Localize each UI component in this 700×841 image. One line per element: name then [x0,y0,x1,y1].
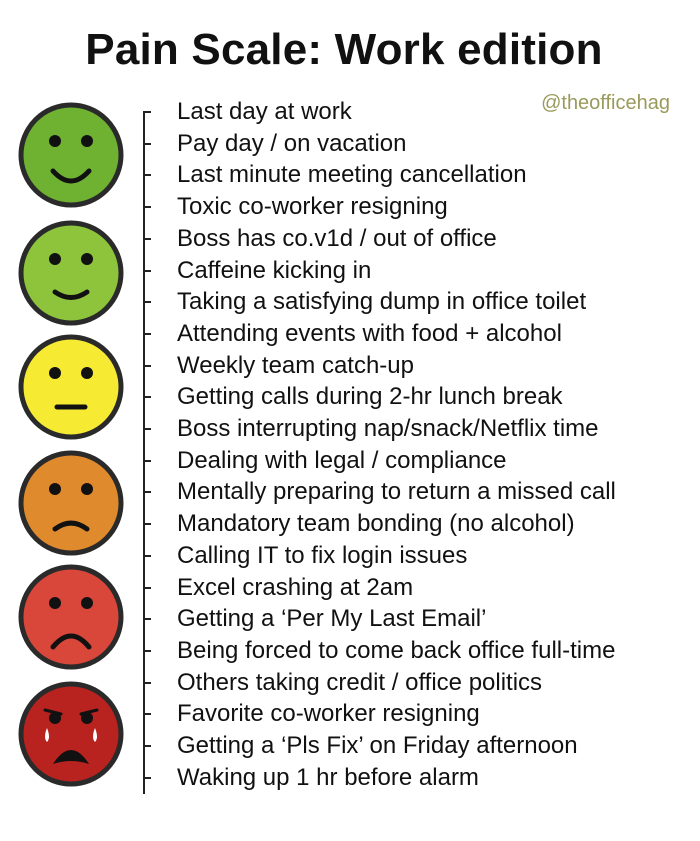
scale-tick [143,333,151,335]
pain-item-label: Dealing with legal / compliance [177,446,507,474]
pain-item-label: Excel crashing at 2am [177,573,414,601]
pain-item [143,763,479,793]
pain-item-label: Favorite co-worker resigning [177,700,480,728]
pain-item-label: Last day at work [177,98,352,125]
scale-tick [143,587,151,589]
pain-item-label: Attending events with food + alcohol [177,319,562,347]
pain-item-label: Weekly team catch-up [177,351,414,379]
pain-item [143,509,575,539]
scale-tick [143,111,151,113]
scale-tick [143,143,151,145]
pain-item-label: Calling IT to fix login issues [177,541,468,569]
pain-item-label: Pay day / on vacation [177,129,407,157]
pain-item [143,699,480,729]
scale-tick [143,491,151,493]
pain-item [143,192,448,222]
pain-item-label: Getting a ‘Pls Fix’ on Friday afternoon [177,732,578,759]
pain-item-label: Caffeine kicking in [177,256,372,284]
pain-item-label: Getting calls during 2-hr lunch break [177,383,563,411]
scale-tick [143,523,151,525]
pain-item-label: Boss interrupting nap/snack/Netflix time [177,415,599,442]
scale-tick [143,428,151,430]
scale-tick [143,460,151,462]
scale-tick [143,270,151,272]
scale-tick [143,682,151,684]
pain-item [143,731,578,761]
page-title: Pain Scale: Work edition [85,25,603,74]
scale-tick [143,301,151,303]
pain-item [143,160,527,190]
scale-tick [143,777,151,779]
pain-item-label: Mentally preparing to return a missed call [177,478,616,506]
pain-item [143,351,414,381]
scale-tick [143,650,151,652]
pain-item-label: Taking a satisfying dump in office toilet [177,288,587,316]
pain-item [143,541,467,571]
pain-item [143,97,352,127]
scale-tick [143,365,151,367]
pain-item [143,604,486,634]
scale-tick [143,238,151,240]
pain-item [143,382,563,412]
scale-tick [143,618,151,620]
scale-tick [143,396,151,398]
pain-item-label: Toxic co-worker resigning [177,193,448,221]
scale-tick [143,713,151,715]
pain-item [143,129,406,159]
credit-handle: @theofficehag [541,92,670,114]
pain-item [143,319,562,349]
pain-item [143,446,507,476]
pain-item-label: Getting a ‘Per My Last Email’ [177,605,487,633]
pain-item-label: Last minute meeting cancellation [177,161,527,189]
scale-tick [143,555,151,557]
pain-item [143,414,599,444]
scale-tick [143,174,151,176]
pain-item [143,668,542,698]
pain-item [143,573,413,603]
pain-item [143,224,497,254]
scale-tick [143,745,151,747]
pain-item-label: Others taking credit / office politics [177,668,543,696]
scale-tick [143,206,151,208]
pain-item [143,287,586,317]
pain-item [143,636,615,666]
pain-item [143,256,371,286]
pain-item [143,477,616,507]
pain-item-label: Mandatory team bonding (no alcohol) [177,510,575,538]
pain-item-label: Waking up 1 hr before alarm [177,763,479,791]
pain-item-label: Boss has co.v1d / out of office [177,224,497,252]
pain-item-label: Being forced to come back office full-time [177,636,616,664]
